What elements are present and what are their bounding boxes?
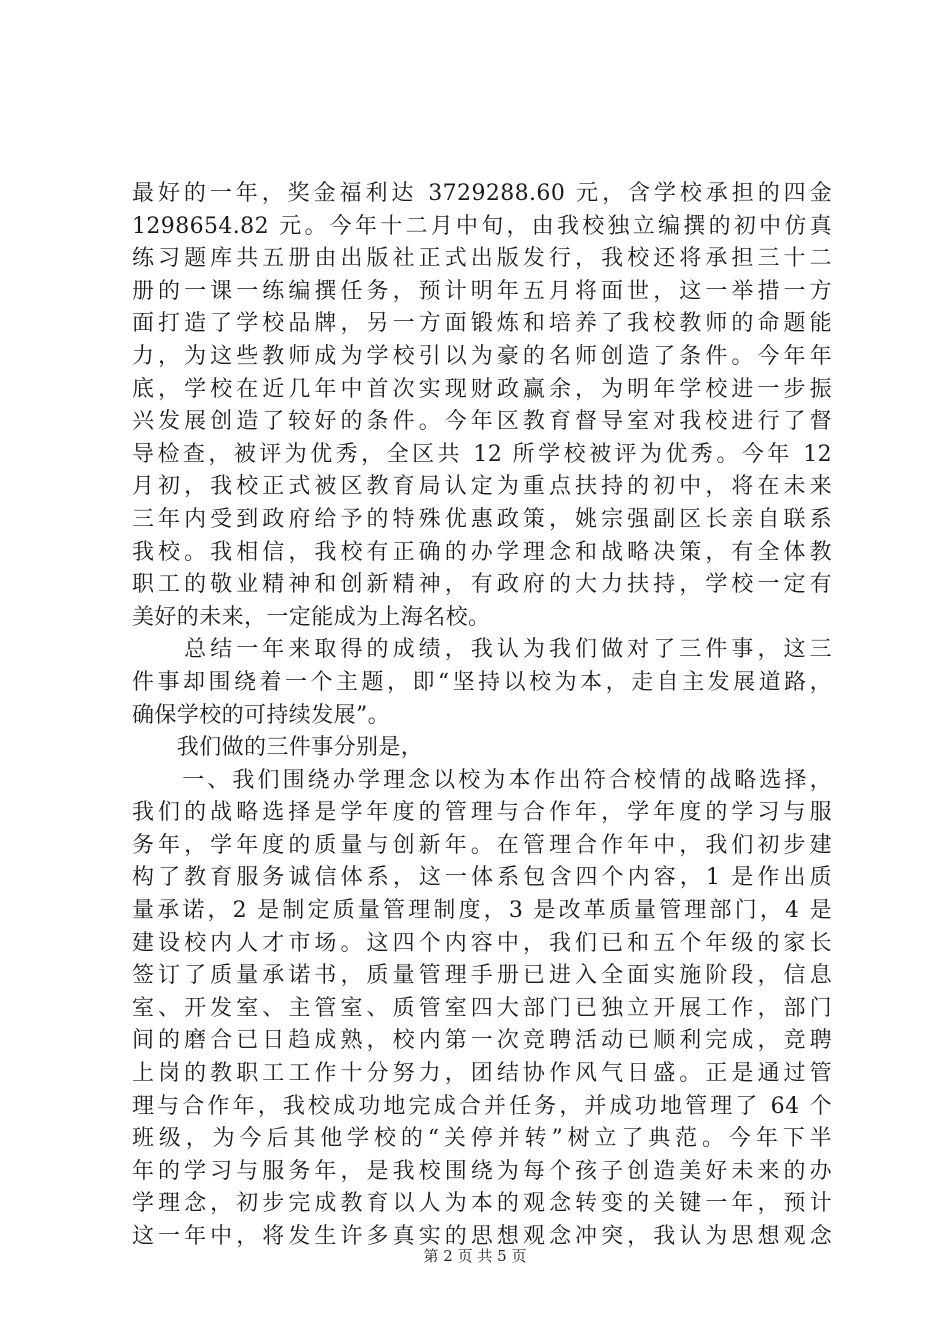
text-line: 总结一年来取得的成绩，我认为我们做对了三件事，这三 xyxy=(132,637,832,663)
text-line: 月初，我校正式被区教育局认定为重点扶持的初中，将在未来 xyxy=(132,474,832,500)
text-line: 导检查，被评为优秀，全区共 12 所学校被评为优秀。今年 12 xyxy=(132,441,832,467)
text-line: 最好的一年，奖金福利达 3729288.60 元，含学校承担的四金 xyxy=(132,181,832,206)
text-line: 班级，为今后其他学校的“关停并转”树立了典范。今年下半 xyxy=(132,1126,832,1152)
text-line: 底，学校在近几年中首次实现财政赢余，为明年学校进一步振 xyxy=(132,376,832,402)
text-line: 年的学习与服务年，是我校围绕为每个孩子创造美好未来的办 xyxy=(132,1158,832,1184)
text-line: 面打造了学校品牌，另一方面锻炼和培养了我校教师的命题能 xyxy=(132,311,832,337)
text-line: 这一年中，将发生许多真实的思想观念冲突，我认为思想观念 xyxy=(132,1224,832,1249)
text-line: 件事却围绕着一个主题，即“坚持以校为本，走自主发展道路， xyxy=(132,669,832,695)
text-line: 兴发展创造了较好的条件。今年区教育督导室对我校进行了督 xyxy=(132,409,832,435)
text-line: 量承诺，2 是制定质量管理制度，3 是改革质量管理部门，4 是 xyxy=(132,898,832,924)
text-line: 一、我们围绕办学理念以校为本作出符合校情的战略选择， xyxy=(132,767,832,793)
text-line: 确保学校的可持续发展”。 xyxy=(132,702,391,728)
text-line: 室、开发室、主管室、质管室四大部门已独立开展工作，部门 xyxy=(132,995,832,1021)
text-line: 签订了质量承诺书，质量管理手册已进入全面实施阶段，信息 xyxy=(132,963,832,989)
text-line: 我们的战略选择是学年度的管理与合作年，学年度的学习与服 xyxy=(132,800,832,826)
text-line: 构了教育服务诚信体系，这一体系包含四个内容，1 是作出质 xyxy=(132,865,832,891)
text-line: 务年，学年度的质量与创新年。在管理合作年中，我们初步建 xyxy=(132,832,832,858)
text-line: 力，为这些教师成为学校引以为豪的名师创造了条件。今年年 xyxy=(132,343,832,369)
text-line: 理与合作年，我校成功地完成合并任务，并成功地管理了 64 个 xyxy=(132,1093,832,1119)
text-line: 职工的敬业精神和创新精神，有政府的大力扶持，学校一定有 xyxy=(132,572,832,598)
text-line: 三年内受到政府给予的特殊优惠政策，姚宗强副区长亲自联系 xyxy=(132,506,832,532)
text-line: 我校。我相信，我校有正确的办学理念和战略决策，有全体教 xyxy=(132,539,832,565)
text-line: 美好的未来，一定能成为上海名校。 xyxy=(132,604,491,630)
text-line: 我们做的三件事分别是， xyxy=(132,735,424,761)
document-body xyxy=(132,178,832,1254)
text-line: 学理念，初步完成教育以人为本的观念转变的关键一年，预计 xyxy=(132,1191,832,1217)
text-line: 建设校内人才市场。这四个内容中，我们已和五个年级的家长 xyxy=(132,930,832,956)
text-line: 册的一课一练编撰任务，预计明年五月将面世，这一举措一方 xyxy=(132,278,832,304)
text-line: 1298654.82 元。今年十二月中旬，由我校独立编撰的初中仿真 xyxy=(132,213,832,239)
text-line: 上岗的教职工工作十分努力，团结协作风气日盛。正是通过管 xyxy=(132,1061,832,1087)
page-footer: 第 2 页 共 5 页 xyxy=(423,1247,527,1265)
text-line: 练习题库共五册由出版社正式出版发行，我校还将承担三十二 xyxy=(132,246,832,272)
text-line: 间的磨合已日趋成熟，校内第一次竞聘活动已顺利完成，竞聘 xyxy=(132,1028,832,1054)
